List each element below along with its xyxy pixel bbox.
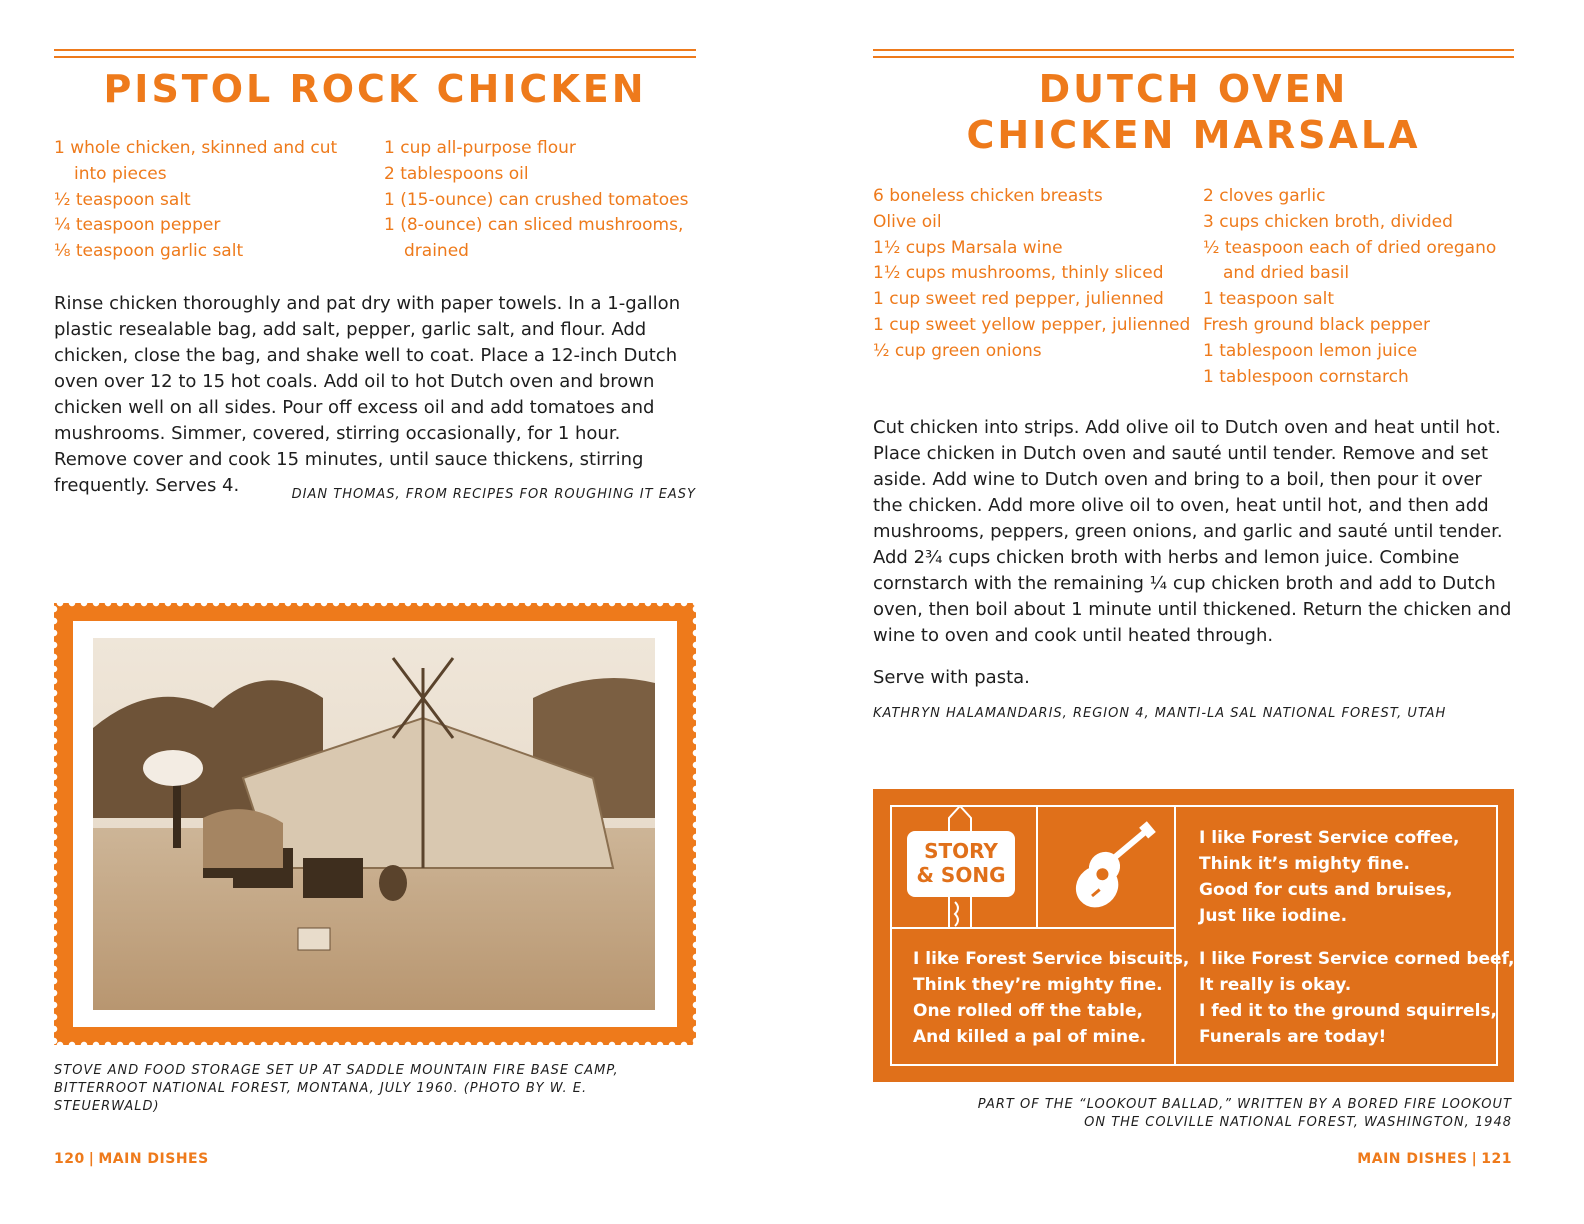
serving-note: Serve with pasta. [873, 667, 1030, 688]
verse-line: Think they’re mighty fine. [913, 975, 1163, 995]
ingredient-item: 6 boneless chicken breasts [873, 186, 1103, 206]
recipe-title-left: PISTOL ROCK CHICKEN [103, 67, 647, 111]
recipe-credit-right: KATHRYN HALAMANDARIS, REGION 4, MANTI-LA SAL NATIONAL FOREST, UTAH [873, 706, 1447, 721]
verse-2 [913, 946, 1189, 1050]
verse-line: Just like iodine. [1199, 906, 1348, 926]
sign-line-1: STORY [924, 839, 998, 863]
story-song-sign [907, 831, 1015, 897]
footer-left [54, 1151, 209, 1167]
recipe-title-right [873, 66, 1514, 158]
title-line-2: CHICKEN MARSALA [966, 113, 1421, 157]
ingredient-item: ½ teaspoon salt [54, 189, 191, 210]
sign-line-2: & SONG [916, 863, 1006, 887]
header-rule-left [54, 49, 696, 58]
story-caption [880, 1096, 1512, 1132]
ingredient-item: ¼ teaspoon pepper [54, 215, 221, 236]
verse-line: And killed a pal of mine. [913, 1027, 1147, 1047]
verse-line: I fed it to the ground squirrels, [1199, 1001, 1497, 1021]
verse-line: I like Forest Service coffee, [1199, 828, 1460, 848]
title-line-1: DUTCH OVEN [1038, 67, 1349, 111]
verse-line: I like Forest Service biscuits, [913, 949, 1190, 969]
ingredient-item: 1 tablespoon lemon juice [1203, 340, 1418, 361]
directions-left: Rinse chicken thoroughly and pat dry with paper towels. In a 1-gallon plastic resealable bag, add salt, pepper, garlic salt, and flour. Add chicken, close the bag, and shake well to coat. Place a 12-inch Dutch oven over 12 to 15 hot coals. Add oil to hot Dutch oven and brown chicken well on all sides. Pour off excess oil and add tomatoes and mushrooms. Simmer, covered, stirring occasionally, for 1 hour. Remove cover and cook 15 minutes, until sauce thickens, stirring frequently. Serves 4. [54, 293, 681, 496]
ingredient-item: Olive oil [873, 211, 942, 232]
ingredient-item: 1 (15-ounce) can crushed tomatoes [384, 189, 689, 210]
page-number-right: 121 [1481, 1151, 1512, 1167]
footer-separator: | [1471, 1151, 1478, 1167]
ingredient-item: 1 cup sweet red pepper, julienned [873, 289, 1164, 310]
recipe-credit-left: DIAN THOMAS, FROM RECIPES FOR ROUGHING IT EASY [291, 487, 696, 502]
ingredient-item: ½ cup green onions [873, 340, 1042, 361]
header-rule-right [873, 49, 1514, 58]
ingredient-item: 3 cups chicken broth, divided [1203, 211, 1453, 232]
page-number-left: 120 [54, 1151, 85, 1167]
ingredients-column-1 [54, 136, 364, 265]
verse-line: It really is okay. [1199, 975, 1352, 995]
directions-right: Cut chicken into strips. Add olive oil to Dutch oven and heat until hot. Place chicken in Dutch oven and sauté until tender. Remove and set aside. Add wine to Dutch oven and bring to a boil, then pour it over the chicken. Add more olive oil to oven, heat until hot, and then add mushrooms, peppers, green onions, and garlic and sauté until tender. Add 2¾ cups chicken broth with herbs and lemon juice. Combine cornstarch with the remaining ¼ cup chicken broth and add to Dutch oven, then boil about 1 minute until thickened. Return the chicken and wine to oven and cook until heated through. [873, 417, 1512, 646]
frame-edge [692, 603, 700, 1045]
verse-line: Good for cuts and bruises, [1199, 880, 1453, 900]
footer-separator: | [88, 1151, 95, 1167]
ingredient-item: 1 tablespoon cornstarch [1203, 366, 1409, 387]
ingredient-item: 1 whole chicken, skinned and cut into pieces [54, 138, 338, 184]
verse-3 [1199, 946, 1514, 1050]
guitar-icon [1046, 814, 1166, 918]
frame-edge [54, 599, 696, 607]
ingredients-column-2 [1203, 184, 1503, 390]
caption-line: PART OF THE “LOOKOUT BALLAD,” WRITTEN BY A BORED FIRE LOOKOUT [977, 1097, 1512, 1112]
photo-caption: STOVE AND FOOD STORAGE SET UP AT SADDLE MOUNTAIN FIRE BASE CAMP, BITTERROOT NATIONAL FOREST, MONTANA, JULY 1960. (PHOTO BY W. E. STEUERWALD) [54, 1063, 619, 1114]
ingredient-item: ½ teaspoon each of dried oregano and dried basil [1203, 237, 1497, 284]
ingredient-item: 1 teaspoon salt [1203, 289, 1335, 310]
ingredient-item: 1 cup all-purpose flour [384, 138, 576, 158]
divider [1036, 805, 1038, 928]
footer-right [1357, 1151, 1512, 1167]
ingredient-item: 1 cup sweet yellow pepper, julienned [873, 314, 1191, 335]
ingredients-column-2 [384, 136, 694, 265]
section-name-left: MAIN DISHES [98, 1151, 209, 1167]
section-name-right: MAIN DISHES [1357, 1151, 1468, 1167]
divider [890, 927, 1176, 929]
ingredient-item: 1 (8-ounce) can sliced mushrooms, drained [384, 215, 684, 262]
frame-edge [54, 1041, 696, 1049]
ingredient-item: Fresh ground black pepper [1203, 314, 1431, 335]
frame-edge [50, 603, 58, 1045]
ingredients-column-1 [873, 184, 1193, 365]
verse-line: Funerals are today! [1199, 1027, 1387, 1047]
verse-line: I like Forest Service corned beef, [1199, 949, 1515, 969]
ingredient-item: 2 tablespoons oil [384, 163, 529, 184]
ingredient-item: 1½ cups Marsala wine [873, 237, 1063, 258]
verse-1 [1199, 825, 1460, 929]
verse-line: One rolled off the table, [913, 1001, 1143, 1021]
caption-line: ON THE COLVILLE NATIONAL FOREST, WASHINGTON, 1948 [1084, 1115, 1512, 1130]
verse-line: Think it’s mighty fine. [1199, 854, 1410, 874]
camp-photo [93, 638, 655, 1010]
ingredient-item: ⅛ teaspoon garlic salt [54, 241, 244, 262]
ingredient-item: 2 cloves garlic [1203, 186, 1326, 206]
ingredient-item: 1½ cups mushrooms, thinly sliced [873, 263, 1164, 284]
